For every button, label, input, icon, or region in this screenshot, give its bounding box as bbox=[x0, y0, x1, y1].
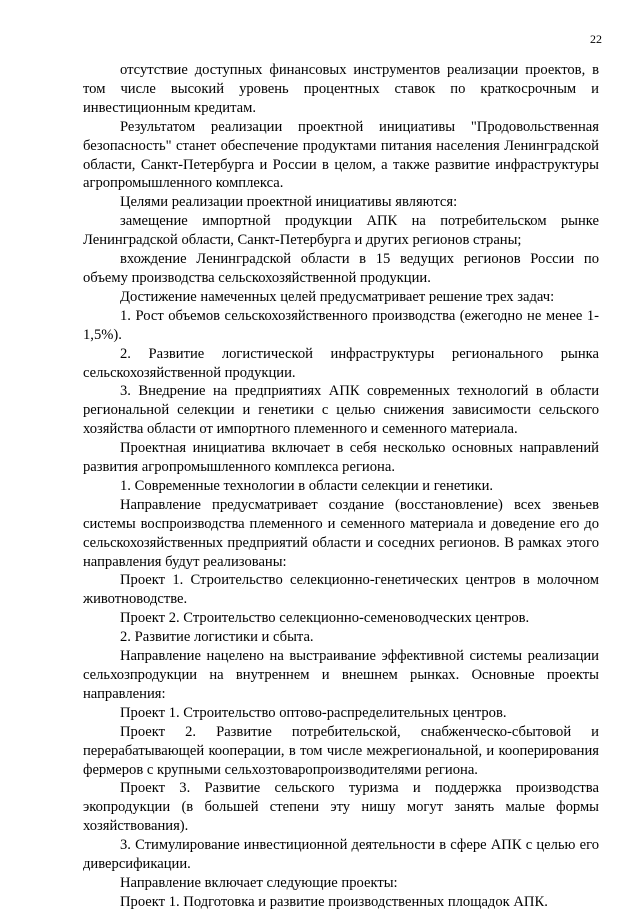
paragraph: Проект 3. Развитие сельского туризма и поддержка производства экопродукции (в большей степени эту нишу могут занять малые формы хозяйствования). bbox=[83, 780, 599, 835]
paragraph: Проект 1. Строительство оптово-распределительных центров. bbox=[120, 704, 507, 721]
paragraph: Целями реализации проектной инициативы являются: bbox=[120, 194, 458, 211]
page-number: 22 bbox=[590, 32, 602, 46]
paragraph: вхождение Ленинградской области в 15 ведущих регионов России по объему производства сельскохозяйственной продукции. bbox=[83, 251, 599, 286]
paragraph: отсутствие доступных финансовых инструментов реализации проектов, в том числе высокий уровень процентных ставок по краткосрочным и инвестиционным кредитам. bbox=[83, 62, 599, 116]
paragraph: Проект 2. Строительство селекционно-семеноводческих центров. bbox=[120, 610, 530, 627]
paragraph: Направление нацелено на выстраивание эффективной системы реализации сельхозпродукции на внутреннем и внешнем рынках. Основные проекты направления: bbox=[83, 648, 599, 702]
paragraph: Направление включает следующие проекты: bbox=[120, 874, 398, 891]
paragraph: 2. Развитие логистической инфраструктуры регионального рынка сельскохозяйственной продукции. bbox=[83, 345, 599, 381]
document-body bbox=[83, 61, 599, 912]
paragraph: замещение импортной продукции АПК на потребительском рынке Ленинградской области, Санкт-Петербурга и других регионов страны; bbox=[83, 213, 599, 249]
paragraph: Достижение намеченных целей предусматривает решение трех задач: bbox=[120, 288, 555, 305]
paragraph: Проект 1. Подготовка и развитие производственных площадок АПК. bbox=[120, 893, 548, 910]
paragraph: Проект 1. Строительство селекционно-генетических центров в молочном животноводстве. bbox=[83, 572, 599, 608]
paragraph: Направление предусматривает создание (восстановление) всех звеньев системы воспроизводства племенного и семенного материала и доведение его до сельскохозяйственных предприятий области и соседних регионов. В рамках этого направления будут реализованы: bbox=[83, 496, 599, 570]
paragraph: 1. Современные технологии в области селекции и генетики. bbox=[120, 477, 494, 494]
paragraph: 2. Развитие логистики и сбыта. bbox=[120, 629, 314, 646]
paragraph: 3. Внедрение на предприятиях АПК современных технологий в области региональной селекции и генетики с целью снижения зависимости сельского хозяйства области от импортного племенного и семенного материала. bbox=[83, 383, 599, 438]
paragraph: 3. Стимулирование инвестиционной деятельности в сфере АПК с целью его диверсификации. bbox=[83, 837, 599, 873]
paragraph: Проект 2. Развитие потребительской, снабженческо-сбытовой и перерабатывающей кооперации, в том числе межрегиональной, и кооперирования фермеров с крупными сельхозтоваропроизводителями региона. bbox=[83, 723, 599, 778]
paragraph: Проектная инициатива включает в себя несколько основных направлений развития агропромышленного комплекса региона. bbox=[83, 440, 599, 476]
paragraph: Результатом реализации проектной инициативы "Продовольственная безопасность" станет обеспечение продуктами питания населения Ленинградской области, Санкт-Петербурга и России в целом, а также развитие инфраструктуры агропромышленного комплекса. bbox=[83, 118, 599, 192]
paragraph: 1. Рост объемов сельскохозяйственного производства (ежегодно не менее 1-1,5%). bbox=[83, 307, 599, 343]
